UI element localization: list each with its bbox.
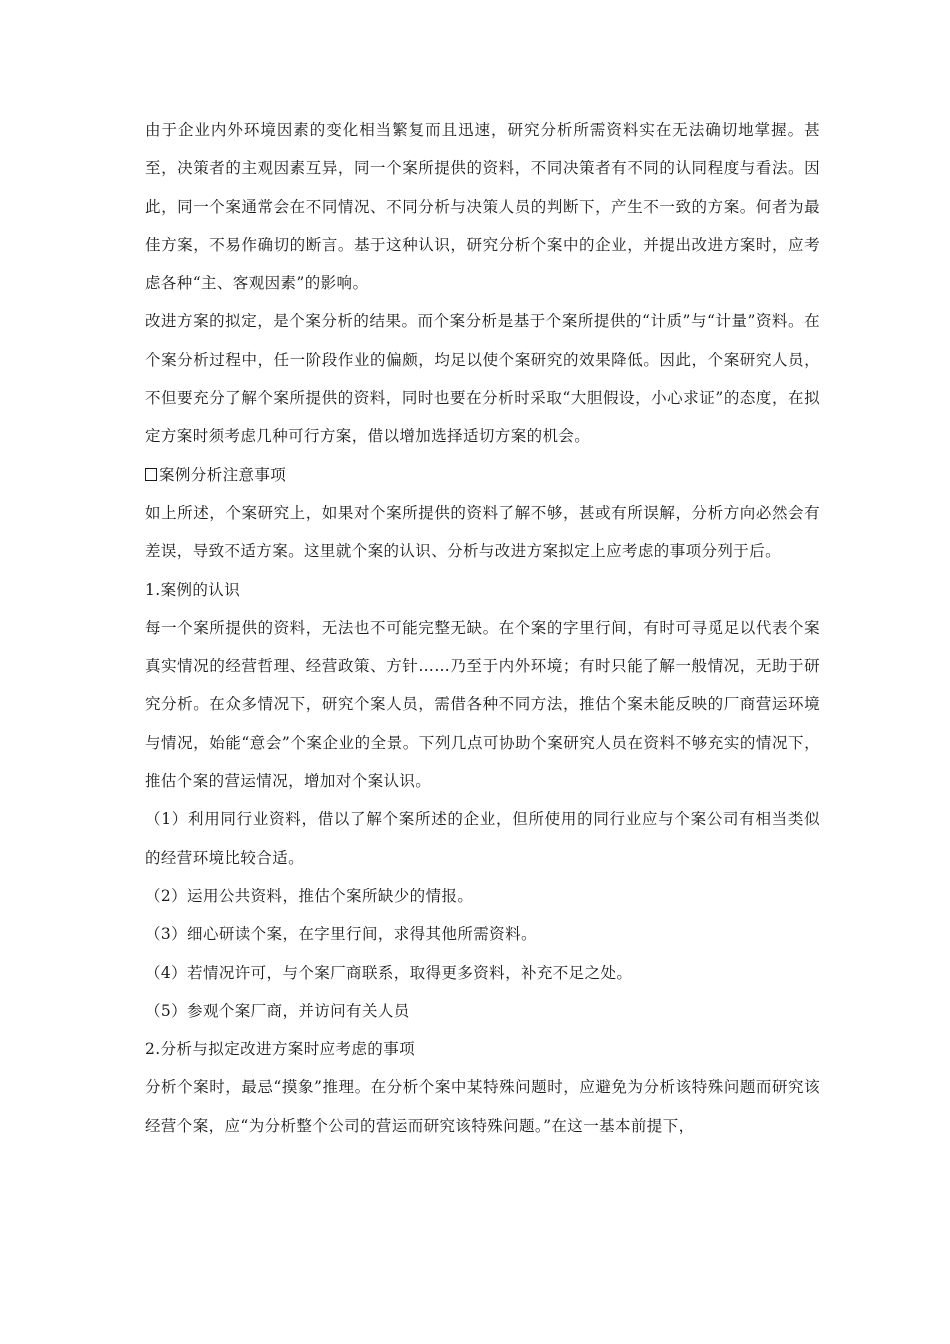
list-item-1: （1）利用同行业资料，借以了解个案所述的企业，但所使用的同行业应与个案公司有相当类似的经营环境比较合适。 — [145, 810, 820, 867]
list-item-3: （3）细心研读个案，在字里行间，求得其他所需资料。 — [145, 925, 537, 944]
list-item-5: （5）参观个案厂商，并访问有关人员 — [145, 1001, 410, 1020]
paragraph-analysis-considerations: 分析个案时，最忌“摸象”推理。在分析个案中某特殊问题时，应避免为分析该特殊问题而研究该经营个案，应“为分析整个公司的营运而研究该特殊问题。”在这一基本前提下， — [145, 1078, 820, 1135]
heading-analysis-considerations: 2.分析与拟定改进方案时应考虑的事项 — [145, 1040, 415, 1059]
paragraph-intro-notes: 如上所述，个案研究上，如果对个案所提供的资料了解不够，甚或有所误解，分析方向必然会有差误，导致不适方案。这里就个案的认识、分析与改进方案拟定上应考虑的事项分列于后。 — [145, 503, 820, 561]
document-body — [145, 111, 820, 1145]
list-item-4: （4）若情况许可，与个案厂商联系，取得更多资料，补充不足之处。 — [145, 963, 633, 982]
heading-case-recognition: 1.案例的认识 — [145, 580, 241, 599]
list-item-2: （2）运用公共资料，推估个案所缺少的情报。 — [145, 886, 474, 905]
paragraph-uncertainty: 由于企业内外环境因素的变化相当繁复而且迅速，研究分析所需资料实在无法确切地掌握。甚至，决策者的主观因素互异，同一个案所提供的资料，不同决策者有不同的认同程度与看法。因此，同一个案通常会在不同情况、不同分析与决策人员的判断下，产生不一致的方案。何者为最佳方案，不易作确切的断言。基于这种认识，研究分析个案中的企业，并提出改进方案时，应考虑各种“主、客观因素”的影响。 — [145, 121, 820, 293]
section-title-text: 案例分析注意事项 — [159, 465, 287, 484]
section-title-case-analysis-notes — [145, 456, 820, 494]
paragraph-case-recognition: 每一个案所提供的资料，无法也不可能完整无缺。在个案的字里行间，有时可寻觅足以代表个案真实情况的经营哲理、经营政策、方针……乃至于内外环境；有时只能了解一般情况，无助于研究分析。在众多情况下，研究个案人员，需借各种不同方法，推估个案未能反映的厂商营运环境与情况，始能“意会”个案企业的全景。下列几点可协助个案研究人员在资料不够充实的情况下，推估个案的营运情况，增加对个案认识。 — [145, 618, 820, 791]
paragraph-improvement-plan: 改进方案的拟定，是个案分析的结果。而个案分析是基于个案所提供的“计质”与“计量”资料。在个案分析过程中，任一阶段作业的偏颇，均足以使个案研究的效果降低。因此，个案研究人员，不但要充分了解个案所提供的资料，同时也要在分析时采取“大胆假设，小心求证”的态度，在拟定方案时须考虑几种可行方案，借以增加选择适切方案的机会。 — [145, 312, 820, 446]
checkbox-icon — [145, 468, 157, 481]
